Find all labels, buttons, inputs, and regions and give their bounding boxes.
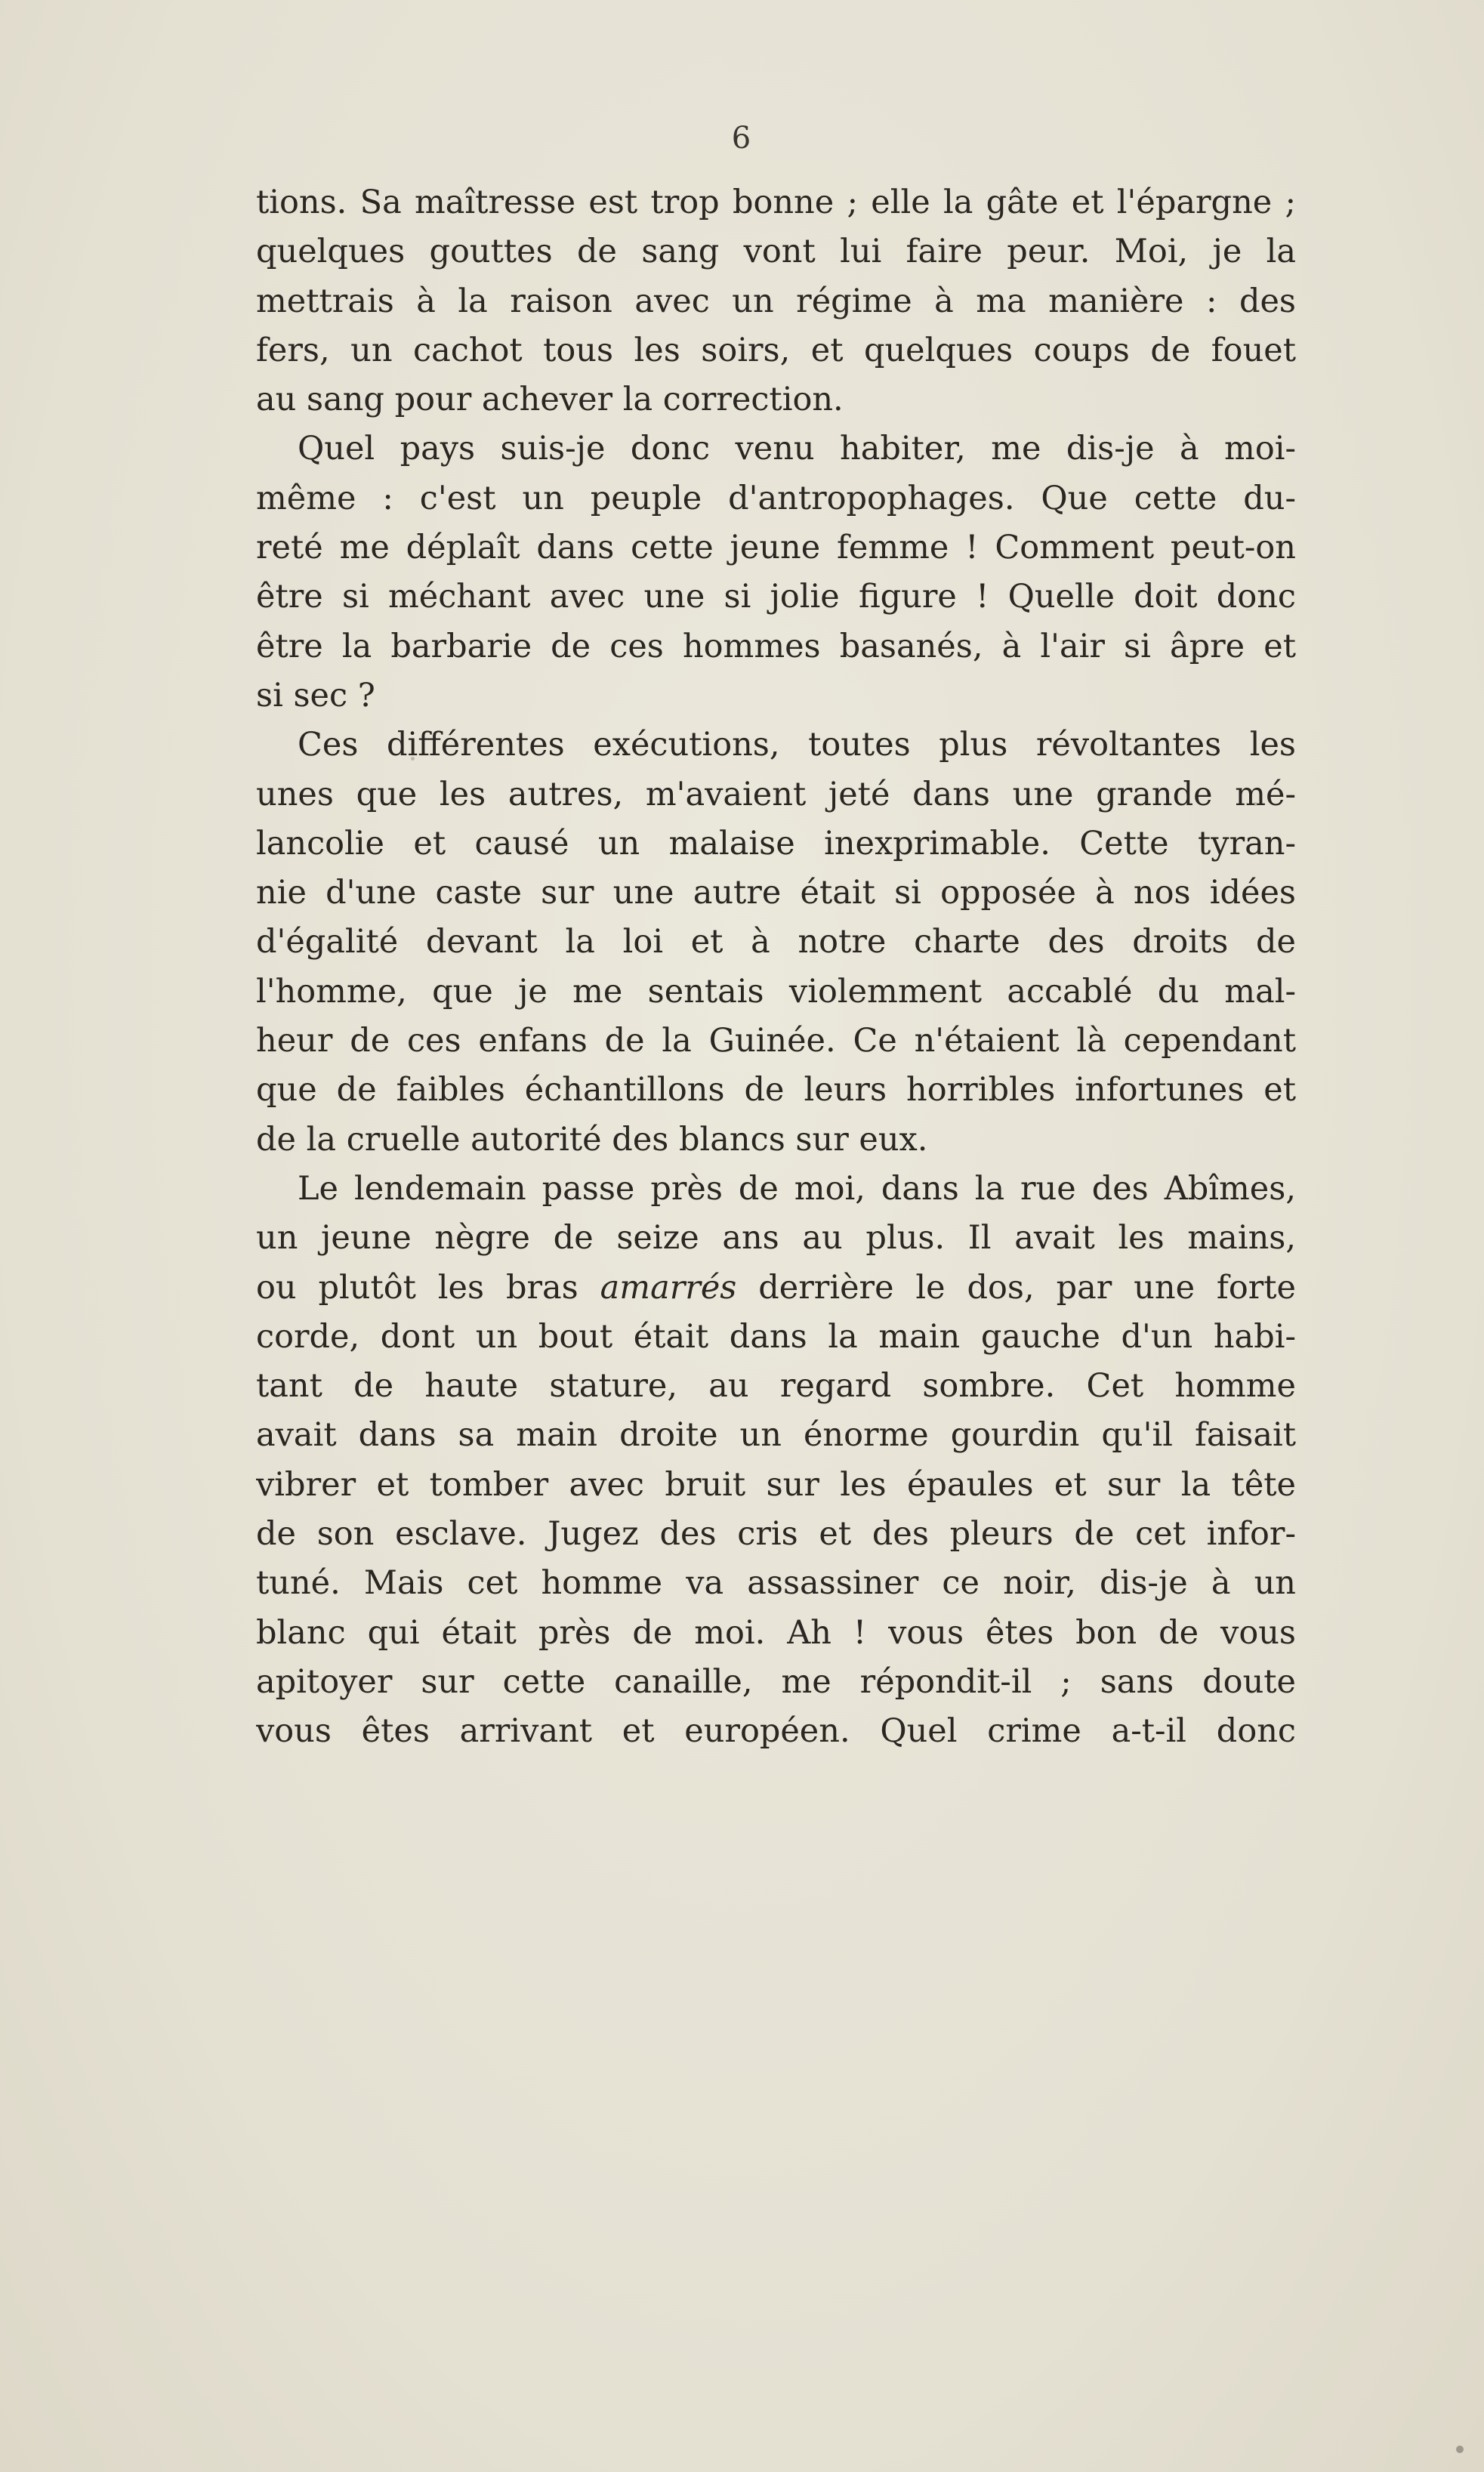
text-line: mettrais à la raison avec un régime à ma manière : des — [256, 282, 1296, 320]
text-line: au sang pour achever la correction. — [256, 381, 844, 419]
paper-speck — [1254, 802, 1257, 806]
text-line: être si méchant avec une si jolie figure ! Quelle doit donc — [256, 578, 1296, 616]
text-line: corde, dont un bout était dans la main gauche d'un habi- — [256, 1317, 1296, 1356]
text-segment: ou plutôt les bras — [256, 1268, 578, 1307]
paragraph-start-line: Le lendemain passe près de moi, dans la rue des Abîmes, — [298, 1169, 1296, 1208]
paragraph-start-line: Quel pays suis-je donc venu habiter, me dis-je à moi- — [298, 430, 1296, 468]
text-line: avait dans sa main droite un énorme gourdin qu'il faisait — [256, 1416, 1296, 1455]
text-line: un jeune nègre de seize ans au plus. Il avait les mains, — [256, 1219, 1296, 1258]
text-line: que de faibles échantillons de leurs horribles infortunes et — [256, 1071, 1296, 1109]
paper-speck — [411, 757, 415, 761]
italic-word: amarrés — [600, 1268, 737, 1307]
text-line: tions. Sa maîtresse est trop bonne ; elle la gâte et l'épargne ; — [256, 184, 1296, 221]
text-line: tant de haute stature, au regard sombre. Cet homme — [256, 1367, 1296, 1406]
page-number: 6 — [731, 121, 753, 156]
text-line: quelques gouttes de sang vont lui faire peur. Moi, je la — [256, 233, 1296, 271]
text-line: heur de ces enfans de la Guinée. Ce n'étaient là cependant — [256, 1022, 1296, 1060]
text-line: nie d'une caste sur une autre était si opposée à nos idées — [256, 874, 1296, 912]
text-line: fers, un cachot tous les soirs, et quelques coups de fouet — [256, 331, 1296, 369]
text-line: reté me déplaît dans cette jeune femme ! Comment peut-on — [256, 529, 1296, 567]
text-line-with-italic — [256, 1264, 1296, 1313]
text-line: blanc qui était près de moi. Ah ! vous êtes bon de vous — [256, 1613, 1296, 1652]
text-line: l'homme, que je me sentais violemment accablé du mal- — [256, 972, 1296, 1011]
text-line: si sec ? — [256, 676, 375, 714]
text-line: même : c'est un peuple d'antropophages. Que cette du- — [256, 479, 1296, 517]
text-line: tuné. Mais cet homme va assassiner ce noir, dis-je à un — [256, 1564, 1296, 1603]
text-line: de la cruelle autorité des blancs sur eux. — [256, 1120, 928, 1159]
text-line: lancolie et causé un malaise inexprimable. Cette tyran- — [256, 824, 1296, 863]
paper-speck — [1456, 2446, 1464, 2453]
page-text — [256, 178, 1296, 1757]
text-line: être la barbarie de ces hommes basanés, à l'air si âpre et — [256, 627, 1296, 665]
paragraph-start-line: Ces différentes exécutions, toutes plus révoltantes les — [298, 726, 1296, 764]
text-line: vibrer et tomber avec bruit sur les épaules et sur la tête — [256, 1465, 1296, 1504]
text-segment: derrière le dos, par une forte — [758, 1268, 1296, 1307]
text-line: vous êtes arrivant et européen. Quel crime a-t-il donc — [256, 1712, 1296, 1751]
text-line: unes que les autres, m'avaient jeté dans une grande mé- — [256, 775, 1296, 813]
text-line: de son esclave. Jugez des cris et des pleurs de cet infor- — [256, 1515, 1296, 1554]
text-line: d'égalité devant la loi et à notre charte des droits de — [256, 923, 1296, 961]
text-line: apitoyer sur cette canaille, me répondit-il ; sans doute — [256, 1662, 1296, 1701]
